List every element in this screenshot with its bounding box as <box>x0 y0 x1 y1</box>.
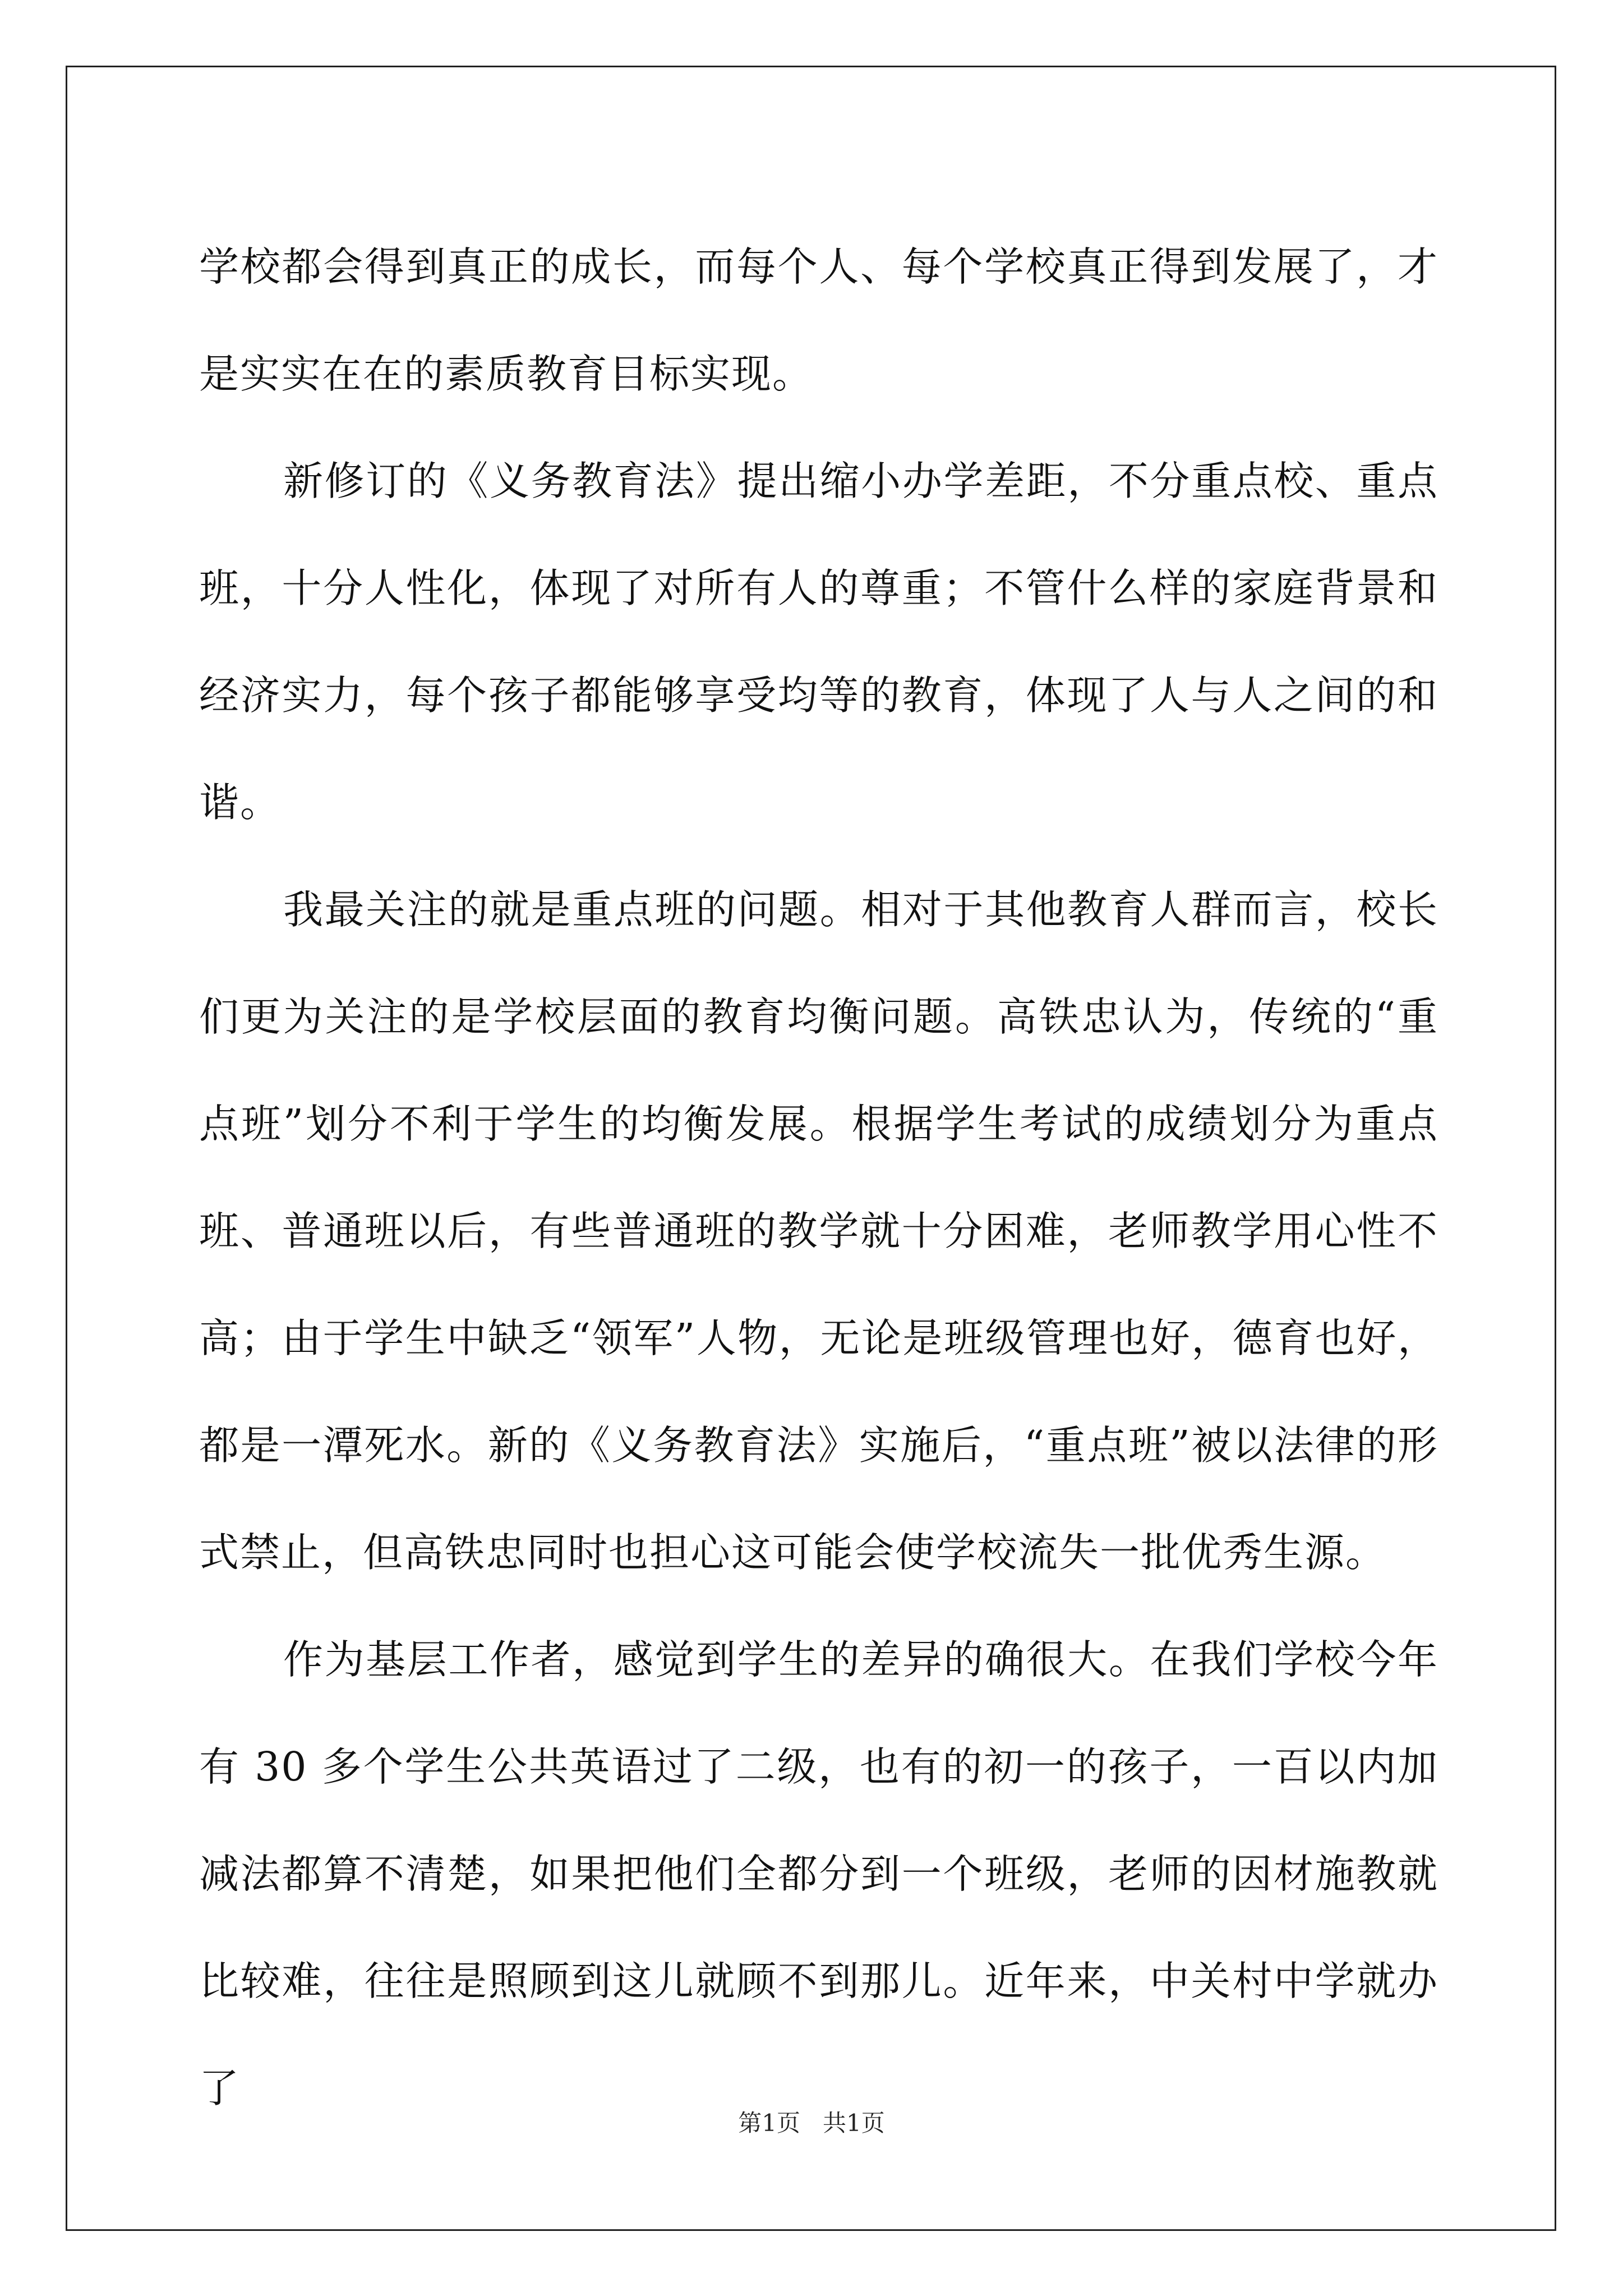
page-total: 共1页 <box>823 2109 885 2137</box>
paragraph-2: 新修订的《义务教育法》提出缩小办学差距，不分重点校、重点班，十分人性化，体现了对所有人的尊重；不管什么样的家庭背景和经济实力，每个孩子都能够享受均等的教育，体现了人与人之间的和谐。 <box>199 458 1438 826</box>
paragraph-4: 作为基层工作者，感觉到学生的差异的确很大。在我们学校今年有 30 多个学生公共英语过了二级，也有的初一的孩子，一百以内加减法都算不清楚，如果把他们全都分到一个班级，老师的因材施教就比较难，往往是照顾到这儿就顾不到那儿。近年来，中关村中学就办了 <box>199 1636 1438 2111</box>
footer-gap <box>800 2109 823 2137</box>
page-footer <box>0 2106 1623 2140</box>
paragraph-1: 学校都会得到真正的成长，而每个人、每个学校真正得到发展了，才是实实在在的素质教育目标实现。 <box>199 243 1438 397</box>
page-number: 第1页 <box>738 2109 800 2137</box>
paragraph-3: 我最关注的就是重点班的问题。相对于其他教育人群而言，校长们更为关注的是学校层面的教育均衡问题。高铁忠认为，传统的“重点班”划分不利于学生的均衡发展。根据学生考试的成绩划分为重点班、普通班以后，有些普通班的教学就十分困难，老师教学用心性不高；由于学生中缺乏“领军”人物，无论是班级管理也好，德育也好，都是一潭死水。新的《义务教育法》实施后，“重点班”被以法律的形式禁止，但高铁忠同时也担心这可能会使学校流失一批优秀生源。 <box>199 886 1438 1576</box>
document-body <box>199 213 1438 2142</box>
